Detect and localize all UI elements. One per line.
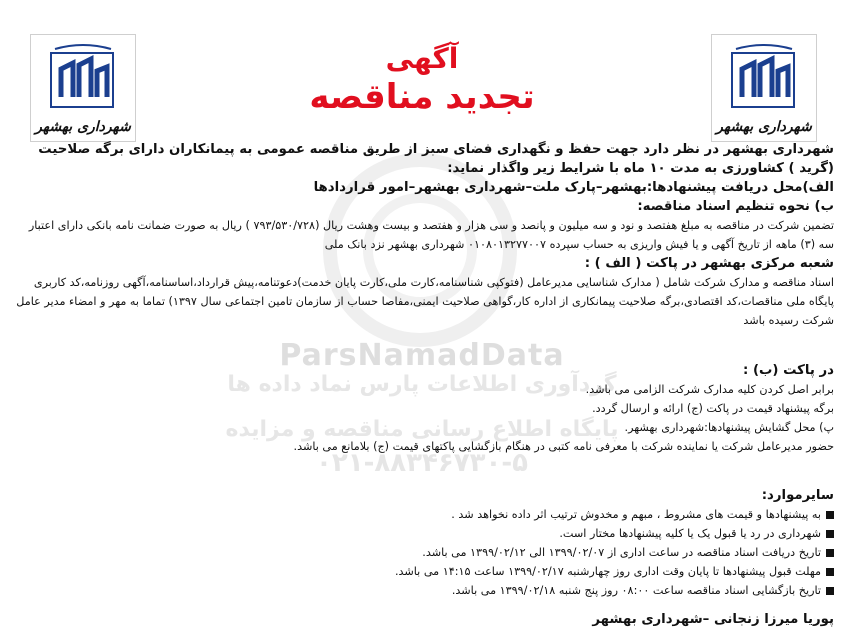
packet-a-text: اسناد مناقصه و مدارک شرکت شامل ( مدارک شناسایی مدیرعامل (فتوکپی شناسنامه،کارت ملی،کارت پایان خدمت)دعوتنامه،پیش قرارداد،اساسنامه،آگهی روزنامه،کد کاربری پایگاه ملی مناقصات،کد اقتصادی،برگه صلاحیت پیمانکاری از اداره کار،گواهی صلاحیت ایمنی،مفاصا حساب از سازمان تامین اجتماعی سال ۱۳۹۷) تماما به مهر و امضاء مدیر عامل شرکت رسیده باشد [16,276,834,327]
square-bullet-icon [826,568,834,576]
square-bullet-icon [826,587,834,595]
packet-b-line: پ) محل گشایش پیشنهادها:شهرداری بهشهر. [624,421,834,434]
packet-b-line: برابر اصل کردن کلیه مدارک شرکت الزامی می باشد. [585,383,834,396]
list-item: تاریخ دریافت اسناد مناقصه در ساعت اداری از ۱۳۹۹/۰۲/۰۷ الی ۱۳۹۹/۰۲/۱۲ می باشد. [10,543,834,562]
logo-caption: شهرداری بهشهر [35,119,131,135]
square-bullet-icon [826,511,834,519]
other-section [10,486,834,600]
watermark-line2: پایگاه اطلاع رسانی مناقصه و مزایده [225,417,619,442]
list-item: تاریخ بازگشایی اسناد مناقصه ساعت ۰۸:۰۰ روز پنج شنبه ۱۳۹۹/۰۲/۱۸ می باشد. [10,581,834,600]
intro-paragraph: شهرداری بهشهر در نظر دارد جهت حفظ و نگهداری فضای سبز از طریق مناقصه عمومی به پیمانکاران دارای برگه صلاحیت (گرید ) کشاورزی به مدت ۱۰ ماه با شرایط زیر واگذار نماید: [38,142,834,176]
list-item: شهرداری در رد یا قبول یک یا کلیه پیشنهادها مختار است. [10,524,834,543]
square-bullet-icon [826,549,834,557]
other-list [10,505,834,600]
packet-b-line: حضور مدیرعامل شرکت یا نماینده شرکت با معرفی نامه کتبی در هنگام بازگشایی پاکتهای قیمت (ج) بلامانع می باشد. [293,440,834,453]
notice-header [0,42,844,118]
section-b-heading: ب) نحوه تنظیم اسناد مناقصه: [637,199,834,214]
list-item: مهلت قبول پیشنهادها تا پایان وقت اداری روز چهارشنبه ۱۳۹۹/۰۲/۱۷ ساعت ۱۴:۱۵ می باشد. [10,562,834,581]
watermark-phone: ۰۲۱-۸۸۳۴۶۷۳۰-۵ [315,448,528,478]
packet-a-heading: شعبه مرکزی بهشهر در پاکت ( الف ) : [584,256,834,271]
watermark-line1: گردآوری اطلاعات پارس نماد داده ها [227,372,617,397]
notice-subtitle: تجدید مناقصه [309,77,535,117]
list-item: به پیشنهادها و قیمت های مشروط ، مبهم و مخدوش ترتیب اثر داده نخواهد شد . [10,505,834,524]
notice-title: آگهی [385,42,459,75]
main-sections [10,178,834,330]
other-heading: سایرموارد: [761,488,834,503]
packet-b-heading: در پاکت (ب) : [743,363,834,378]
packet-b-line: برگه پیشنهاد قیمت در پاکت (ج) ارائه و ارسال گردد. [592,402,834,415]
watermark-brand: ParsNamadData [279,338,565,373]
square-bullet-icon [826,530,834,538]
section-a: الف)محل دریافت پیشنهادها:بهشهر–پارک ملت–شهرداری بهشهر–امور قراردادها [313,180,834,195]
logo-caption: شهرداری بهشهر [716,119,812,135]
packet-b [10,361,834,456]
signature: پوریا میرزا زنجانی –شهرداری بهشهر [592,612,834,627]
section-b-text: تضمین شرکت در مناقصه به مبلغ هفتصد و نود و سه میلیون و پانصد و سی هزار و هفتصد و بیست وهشت ریال (۷۹۳/۵۳۰/۷۲۸ ) ریال به صورت ضمانت نامه بانکی دارای اعتبار سه (۳) ماهه از تاریخ آگهی و یا فیش واریزی به حساب سپرده ۰۱۰۸۰۱۳۲۷۷۰۰۷ شهرداری بهشهر نزد بانک ملی [28,219,834,251]
